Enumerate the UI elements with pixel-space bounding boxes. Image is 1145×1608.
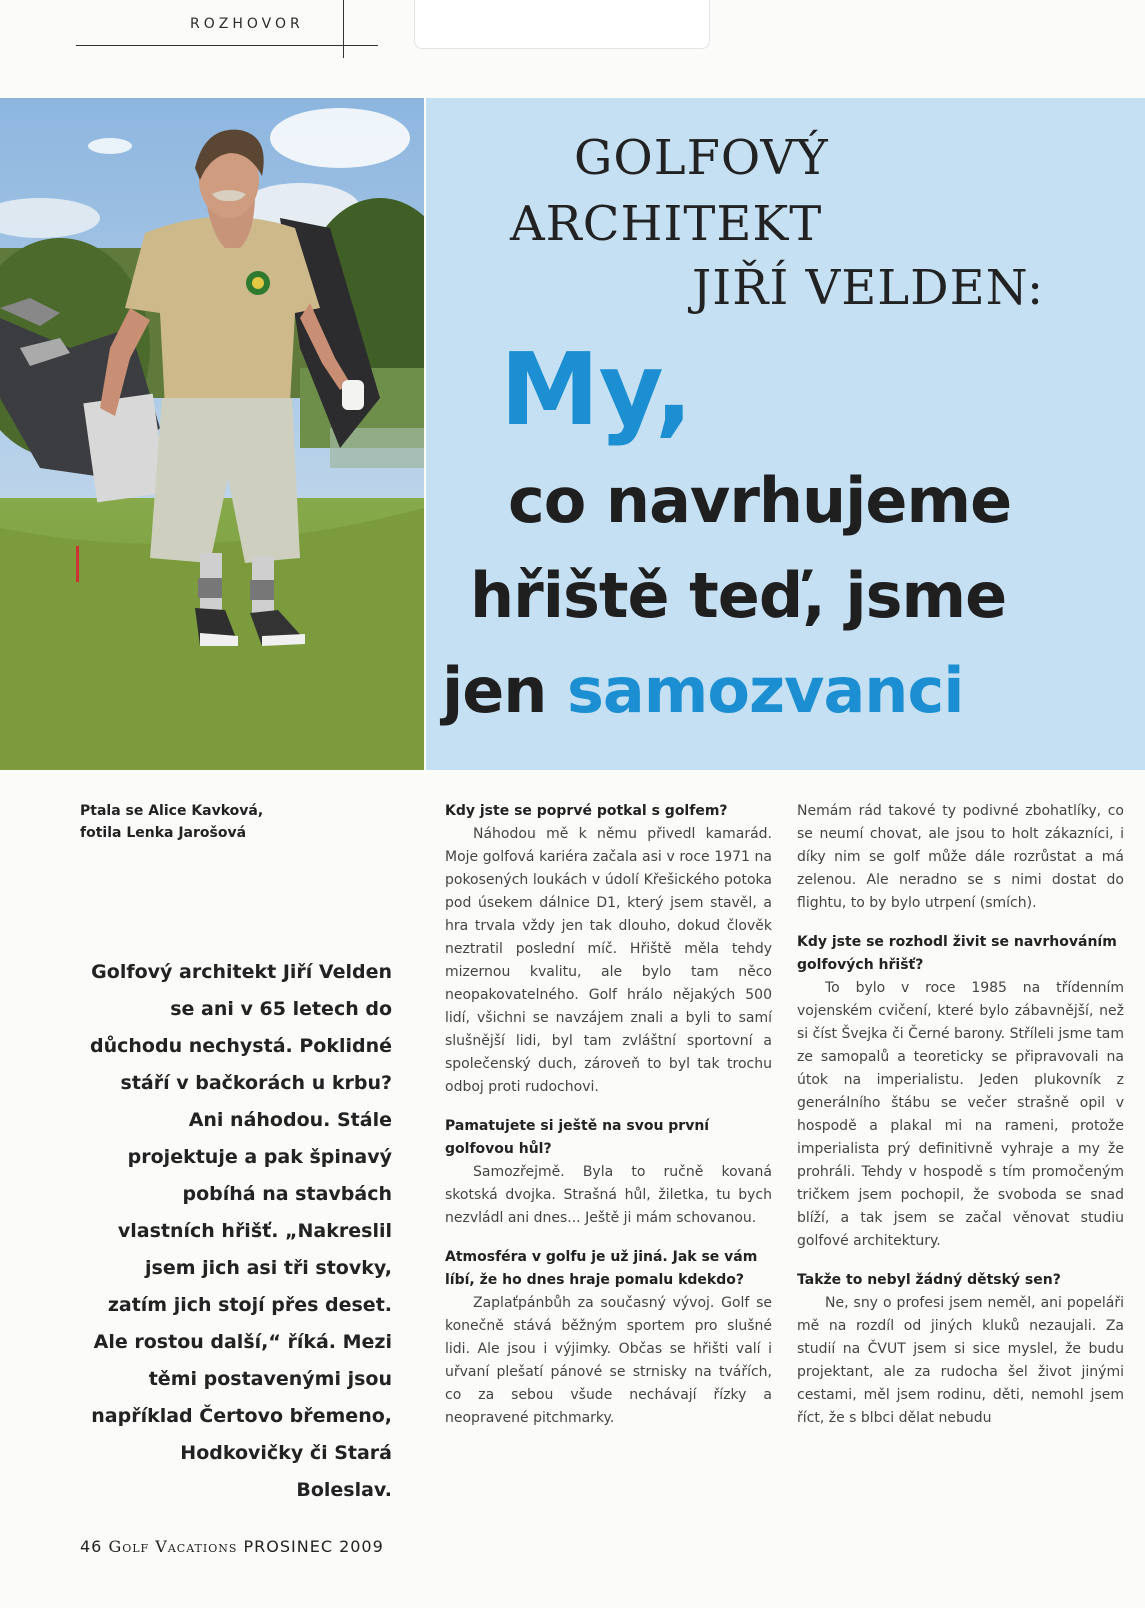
interview-answer: Ne, sny o profesi jsem neměl, ani popeláři mě na rozdíl od jiných kluků nezaujali. Za studií na ČVUT jsem si sice myslel, že budu projektant, ale za rudocha šel život jinými cestami, měl jsem rodinu, děti, nemohl jsem říct, že s blbci dělat nebudu: [797, 1295, 1124, 1426]
interview-answer: Náhodou mě k němu přivedl kamarád. Moje golfová kariéra začala asi v roce 1971 na pokosených loukách v údolí Křešického potoka pod úsekem dálnice D1, který jsem stavěl, a hra trvala vždy jen tak dlouho, dokud člověk neztratil poslední míč. Hřiště měla tehdy mizernou kvalitu, ale bylo tam něco neopakovatelného. Golf hrálo nějakých 500 lidí, všichni se navzájem znali a byli to samí slušnější lidi, byl tam zvláštní sportovní a společenský duch, zároveň to byl tak trochu odboj proti rudochovi.: [445, 826, 772, 1095]
interview-answer: Zaplaťpánbůh za současný vývoj. Golf se konečně stává běžným sportem pro slušné lidi. Ale jsou i výjimky. Občas se hřišti valí i uřvaní plešatí pánové se strnisky na tvářích, co za sebou všude nechávají řízky a neopravené pitchmarky.: [445, 1295, 772, 1426]
header-rule-vertical: [343, 0, 344, 58]
headline-quote-1: My,: [500, 331, 692, 448]
article-lead: Golfový architekt Jiří Velden se ani v 65 letech do důchodu nechystá. Poklidné stáří v bačkorách u krbu? Ani náhodou. Stále projektuje a pak špinavý pobíhá na stavbách vlastních hřišť. „Nakreslil jsem jich asi tři stovky, zatím jich stojí přes deset. Ale rostou další,“ říká. Mezi těmi postavenými jsou například Čertovo břemeno, Hodkovičky či Stará Boleslav.: [90, 961, 392, 1501]
interview-question: Takže to nebyl žádný dětský sen?: [797, 1272, 1061, 1288]
headline-quote-2: co navrhujeme: [508, 464, 1012, 537]
interview-answer-continuation: Nemám rád takové ty podivné zbohatlíky, co se neumí chovat, ale jsou to holt zákazníci, i díky nim se golf může dále rozrůstat a má zelenou. Ale neradno se s nimi dostat do flightu, to by bylo utrpení (smích).: [797, 803, 1124, 911]
article-column-2: [797, 800, 1124, 1446]
headline-quote-3: hřiště teď, jsme: [470, 559, 1007, 632]
headline-line-2: ARCHITEKT: [510, 196, 823, 252]
headline-line-3: JIŘÍ VELDEN:: [692, 260, 1045, 316]
paper-tab: [414, 0, 710, 49]
interview-question: Kdy jste se rozhodl živit se navrhováním golfových hřišť?: [797, 934, 1117, 973]
article-column-1: [445, 800, 772, 1446]
interview-question: Kdy jste se poprvé potkal s golfem?: [445, 803, 728, 819]
headline-quote-4-plain: jen: [442, 654, 568, 727]
golfer-photo: [0, 98, 424, 770]
magazine-name: Golf Vacations: [108, 1537, 238, 1556]
page-footer: [80, 1537, 384, 1556]
issue-date: PROSINEC 2009: [243, 1537, 384, 1556]
headline-quote-4-accent: samozvanci: [567, 654, 964, 727]
interview-answer: To bylo v roce 1985 na třídenním vojenském cvičení, které bylo zábavnější, než si číst Švejka či Černé barony. Stříleli jsme tam ze samopalů a teoreticky se připravovali na útok na imperialistu. Jeden plukovník z generálního štábu se večer strašně opil v hospodě a plakal mi na rameni, protože imperialista prý definitivně vyhraje a my že prohráli. Tehdy v hospodě s tím promočeným tričkem jsem pochopil, že svoboda se snad blíží, a tak jsem se začal věnovat studiu golfové architektury.: [797, 980, 1124, 1249]
headline-quote-4: [442, 654, 964, 727]
section-label: ROZHOVOR: [190, 16, 304, 32]
headline-line-1: GOLFOVÝ: [574, 130, 829, 186]
credits-photographer: fotila Lenka Jarošová: [80, 825, 247, 841]
golfer-photo-illustration: [0, 98, 424, 770]
article-credits: [80, 800, 263, 844]
credits-author: Ptala se Alice Kavková,: [80, 803, 264, 819]
interview-question: Atmosféra v golfu je už jiná. Jak se vám líbí, že ho dnes hraje pomalu kdekdo?: [445, 1249, 758, 1288]
page-number: 46: [80, 1537, 103, 1556]
header-rule-horizontal: [76, 45, 378, 46]
interview-answer: Samozřejmě. Byla to ručně kovaná skotská dvojka. Strašná hůl, žiletka, tu bych nezvládl ani dnes... Ještě ji mám schovanou.: [445, 1164, 772, 1226]
interview-question: Pamatujete si ještě na svou první golfovou hůl?: [445, 1118, 710, 1157]
